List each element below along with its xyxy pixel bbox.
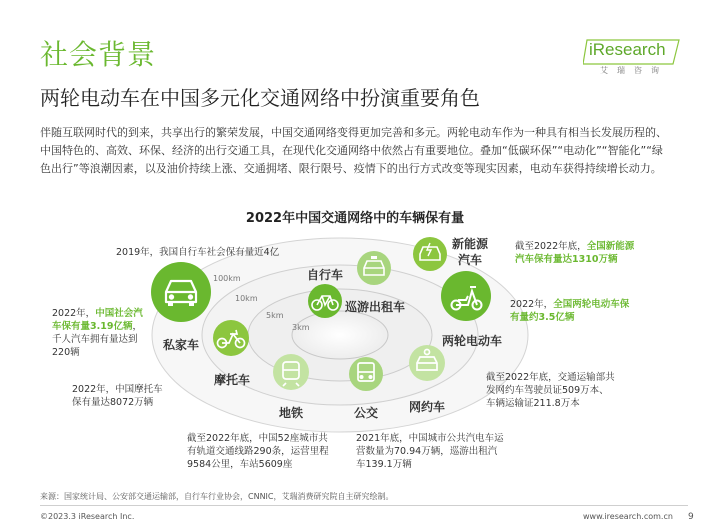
logo-subtext: 艾瑞咨询 [600, 66, 668, 75]
distance-label-5km: 5km [266, 311, 284, 320]
page-number: 9 [688, 512, 694, 522]
note-bus: 2021年底，中国城市公共汽电车运营数量为70.94万辆，巡游出租汽车139.1万辆 [356, 433, 504, 470]
label-private-car: 私家车 [163, 338, 200, 352]
note-metro: 截至2022年底，中国52座城市共有轨道交通线路290条，运营里程9584公里，车站5609座 [187, 433, 329, 470]
distance-label-10km: 10km [235, 294, 258, 303]
label-nev-line2: 汽车 [458, 253, 483, 267]
distance-label-100km: 100km [213, 274, 241, 283]
note-bicycle: 2019年，我国自行车社会保有量近4亿 [116, 247, 280, 258]
label-bus: 公交 [354, 406, 379, 420]
footer-divider [40, 505, 688, 506]
note-private-car: 2022年，中国社会汽车保有量3.19亿辆，千人汽车拥有量达到220辆 [52, 308, 143, 358]
note-nev: 截至2022年底，全国新能源汽车保有量达1310万辆 [515, 241, 635, 265]
label-bicycle: 自行车 [307, 268, 344, 282]
bicycle-node [307, 267, 343, 318]
diagram-title: 2022年中国交通网络中的车辆保有量 [245, 211, 465, 226]
label-motorcycle: 摩托车 [214, 373, 251, 387]
section-title: 社会背景 [40, 38, 157, 71]
ring-3km [292, 311, 388, 359]
logo-text: iResearch [589, 40, 666, 59]
label-ride-hailing: 网约车 [409, 400, 446, 414]
label-e-bike: 两轮电动车 [442, 334, 503, 348]
label-metro: 地铁 [279, 406, 304, 420]
page-headline: 两轮电动车在中国多元化交通网络中扮演重要角色 [40, 86, 480, 110]
note-motorcycle: 2022年，中国摩托车保有量达8072万辆 [72, 384, 163, 408]
label-nev-line1: 新能源 [452, 237, 489, 251]
copyright: ©2023.3 iResearch Inc. [40, 512, 135, 521]
note-e-bike: 2022年，全国两轮电动车保有量约3.5亿辆 [510, 299, 630, 323]
source-note: 来源：国家统计局、公安部交通运输部，自行车行业协会，CNNIC，艾瑞消费研究院自主研究绘制。 [40, 492, 394, 501]
distance-label-3km: 3km [292, 323, 310, 332]
note-ride-hailing: 截至2022年底，交通运输部共发网约车驾驶员证509万本、车辆运输证211.8万本 [486, 372, 615, 409]
website-link[interactable]: www.iresearch.com.cn [583, 512, 673, 521]
label-taxi: 巡游出租车 [345, 300, 406, 314]
intro-paragraph: 伴随互联网时代的到来，共享出行的繁荣发展，中国交通网络变得更加完善和多元。两轮电动车作为一种具有相当长发展历程的、中国特色的、高效、环保、经济的出行交通工具，在现代化交通网络中依然占有重要地位。叠加“低碳环保”“电动化”“智能化”“绿色出行”等浪潮因素，以及油价持续上涨、交通拥堵、限行限号、疫情下的出行方式改变等现实因素，电动车获得持续增长动力。 [40, 126, 667, 175]
